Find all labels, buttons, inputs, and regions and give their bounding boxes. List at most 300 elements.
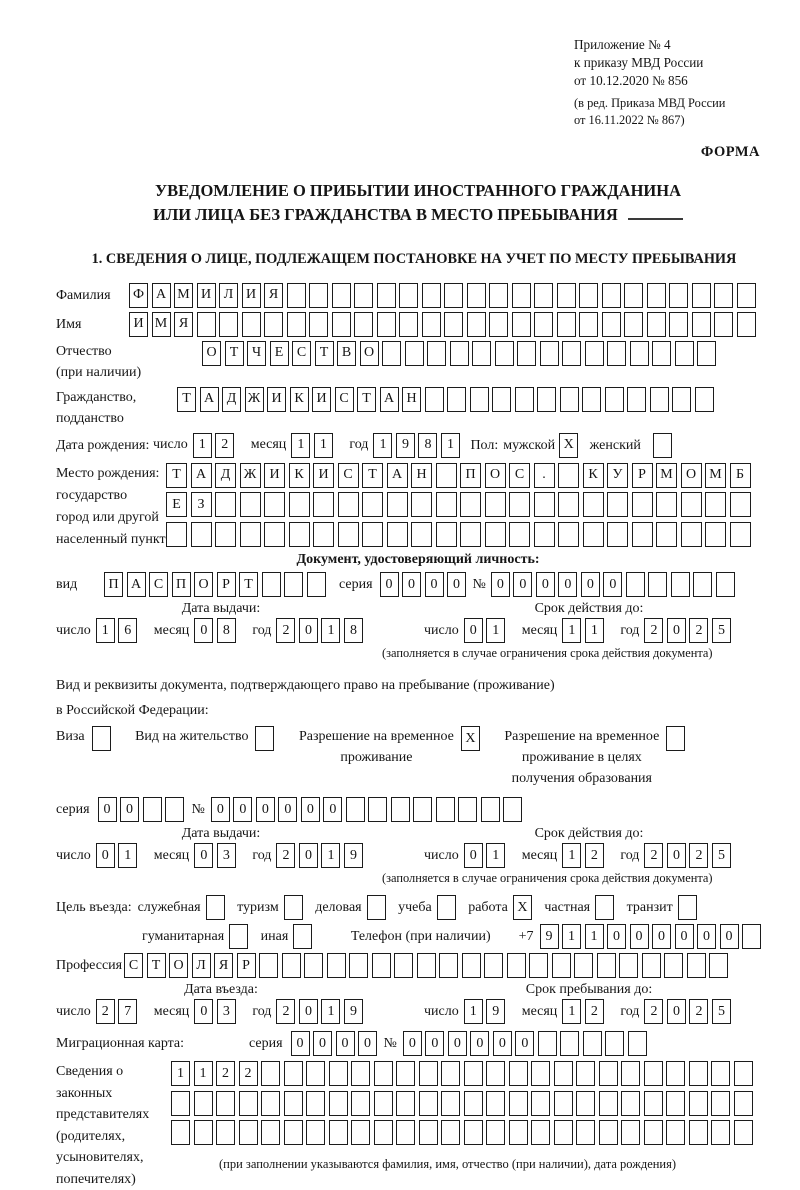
name-box [602,312,621,337]
profession-box [507,953,526,978]
representative-box [711,1120,730,1145]
birth-place-box: У [607,463,628,488]
representative-box [239,1120,258,1145]
representative-box [419,1091,438,1116]
year-box: 1 [321,999,340,1024]
citizenship-box [515,387,534,412]
doc-kind-box: П [172,572,191,597]
phone-box: 0 [607,924,626,949]
name-box [377,312,396,337]
surname-box [354,283,373,308]
day-label: число [424,1003,459,1019]
representative-box [419,1120,438,1145]
birth-place-box: И [264,463,285,488]
doc-issue-fields [56,618,424,643]
option-label: туризм [237,900,279,916]
birth-place-box [313,522,334,547]
phone-label: Телефон (при наличии) [350,929,491,945]
month-label: месяц [250,437,287,453]
entry-purpose-label: Цель въезда: [56,900,132,916]
label-line: к приказу МВД России [574,54,704,70]
appendix-lines [574,36,780,89]
month-box: 1 [314,433,333,458]
year-box: 5 [712,618,731,643]
representative-box [306,1120,325,1145]
surname-boxes [129,283,759,308]
representatives-block [56,1061,780,1190]
label-line: (в ред. Приказа МВД России [574,96,726,111]
representative-box [666,1061,685,1086]
residence-issue-heading: Дата выдачи: [181,826,261,842]
birth-place-box [411,492,432,517]
checkbox [666,726,685,751]
representative-box: 2 [216,1061,235,1086]
name-box: М [152,312,171,337]
birth-place-box [730,492,751,517]
day-label: число [424,622,459,638]
doc-kind-box: Т [239,572,258,597]
year-box: 0 [667,618,686,643]
year-box: 1 [373,433,392,458]
doc-series-boxes [380,572,470,597]
profession-box: Я [214,953,233,978]
residence-valid-note: (заполняется в случае ограничения срока действия документа) [382,871,713,886]
birth-place-box [681,492,702,517]
doc-valid-group [382,601,754,661]
entry-purpose-row [56,895,780,921]
name-box [737,312,756,337]
patronymic-box: Ч [247,341,266,366]
patronymic-box [562,341,581,366]
citizenship-box: Т [177,387,196,412]
surname-box [579,283,598,308]
birth-place-box [313,492,334,517]
purpose-option [398,895,459,921]
representative-box [171,1120,190,1145]
checkbox [678,895,697,920]
birth-place-box: О [485,463,506,488]
patronymic-box [585,341,604,366]
month-box: 2 [585,999,604,1024]
entry-date-group [56,982,424,1024]
birth-place-box: Ж [240,463,261,488]
birth-place-box [362,492,383,517]
birth-place-box [583,522,604,547]
citizenship-box [470,387,489,412]
birth-place-box [681,522,702,547]
name-box [399,312,418,337]
profession-label: Профессия [56,958,123,974]
representative-box [554,1091,573,1116]
birth-place-box [387,492,408,517]
surname-box: Ф [129,283,148,308]
migration-card-series-boxes [291,1031,381,1056]
residence-intro-line2: в Российской Федерации: [56,703,209,719]
name-box [534,312,553,337]
residence-option [299,726,483,768]
day-box: 0 [464,843,483,868]
birth-place-box [436,492,457,517]
residence-series-box: 0 [98,797,117,822]
year-box: 9 [344,999,363,1024]
sex-male-checkbox-wrap [559,433,582,458]
day-box: 0 [96,843,115,868]
patronymic-box: С [292,341,311,366]
month-box: 8 [217,618,236,643]
month-box: 0 [194,618,213,643]
name-box [309,312,328,337]
name-box: И [129,312,148,337]
day-box: 2 [96,999,115,1024]
birth-place-box [460,492,481,517]
day-label: число [56,1003,91,1019]
birth-place-box [607,522,628,547]
year-box: 0 [299,618,318,643]
sex-label: Пол: [470,437,499,453]
surname-box: И [197,283,216,308]
representative-box: 1 [171,1061,190,1086]
citizenship-box [492,387,511,412]
checkbox [229,924,248,949]
name-box [512,312,531,337]
sex-male-label: мужской [503,437,556,453]
migration-card-series-label: серия [249,1036,283,1052]
residence-number-box [368,797,387,822]
label-line: Место рождения: [56,465,160,481]
representative-box [464,1120,483,1145]
day-label: число [424,847,459,863]
sex-female-checkbox [653,433,672,458]
phone-box: 0 [675,924,694,949]
surname-box [624,283,643,308]
birth-place-box [509,522,530,547]
doc-number-label: № [472,577,486,593]
surname-box: М [174,283,193,308]
doc-number-box [693,572,712,597]
representative-box: 2 [239,1061,258,1086]
doc-issue-heading: Дата выдачи: [181,601,261,617]
birth-place-box [485,522,506,547]
year-box: 0 [299,843,318,868]
patronymic-box [472,341,491,366]
birth-place-row1 [166,463,754,488]
surname-box [737,283,756,308]
birth-place-box [338,492,359,517]
residence-series-row [56,797,780,823]
patronymic-label-line2: (при наличии) [56,364,142,380]
name-box [692,312,711,337]
representative-box [441,1120,460,1145]
representative-box [329,1120,348,1145]
label-line: усыновителях, [56,1150,144,1166]
citizenship-box [582,387,601,412]
citizenship-label [56,387,177,429]
citizenship-boxes [177,387,717,412]
representative-box [599,1120,618,1145]
representative-box [644,1120,663,1145]
birth-place-box: Б [730,463,751,488]
birth-place-box [264,522,285,547]
form-body [56,283,780,1190]
month-box: 2 [585,843,604,868]
representative-box [171,1091,190,1116]
doc-number-box [671,572,690,597]
residence-series-box: 0 [120,797,139,822]
label-line: от 16.11.2022 № 867) [574,113,685,128]
name-boxes [129,312,759,337]
profession-box [394,953,413,978]
residence-number-boxes [211,797,526,822]
profession-box [642,953,661,978]
option-label [504,726,659,789]
profession-box [304,953,323,978]
entry-date-fields [56,999,424,1024]
residence-number-box [391,797,410,822]
surname-box [467,283,486,308]
checkbox [284,895,303,920]
migration-card-row [56,1031,780,1057]
doc-kind-box: О [194,572,213,597]
birth-place-box: О [681,463,702,488]
doc-kind-boxes [104,572,329,597]
surname-box [534,283,553,308]
name-box [242,312,261,337]
patronymic-box: В [337,341,356,366]
day-box: 6 [118,618,137,643]
option-label: частная [544,900,591,916]
surname-box [287,283,306,308]
surname-box [399,283,418,308]
birth-place-box [215,522,236,547]
doc-kind-box [262,572,281,597]
doc-dates-row [56,601,780,661]
doc-valid-heading: Срок действия до: [534,601,644,617]
birth-place-block [56,463,780,552]
representative-box [689,1061,708,1086]
birth-place-box [558,463,579,488]
birth-place-box [558,492,579,517]
citizenship-box [605,387,624,412]
representative-box [621,1120,640,1145]
surname-box [444,283,463,308]
option-label-line: проживание в целях [521,750,642,766]
year-box: 2 [689,618,708,643]
year-label: год [252,622,272,638]
patronymic-label-line1: Отчество [56,343,112,359]
birth-date-fields [153,433,463,458]
surname-box: Я [264,283,283,308]
migration-card-number-boxes [403,1031,651,1056]
birth-place-box: Е [166,492,187,517]
option-label [56,726,85,747]
year-box: 5 [712,843,731,868]
doc-number-box: 0 [491,572,510,597]
representative-box [554,1120,573,1145]
name-box [714,312,733,337]
name-box [647,312,666,337]
birth-place-box [558,522,579,547]
birth-place-box [240,492,261,517]
residence-options-row [56,726,780,789]
patronymic-box [405,341,424,366]
representative-box [621,1061,640,1086]
profession-box [417,953,436,978]
representative-box [576,1091,595,1116]
checkbox [293,924,312,949]
entry-date-heading: Дата въезда: [184,982,258,998]
residence-dates-row [56,826,780,886]
name-box [624,312,643,337]
form-label: ФОРМА [700,143,760,160]
year-box: 2 [689,843,708,868]
phone-prefix: +7 [518,929,534,945]
doc-kind-box [307,572,326,597]
month-label: месяц [153,622,190,638]
surname-box [422,283,441,308]
doc-issue-group [56,601,424,661]
representative-box [554,1061,573,1086]
doc-number-box: 0 [603,572,622,597]
label-line: государство [56,487,128,503]
profession-box [574,953,593,978]
migration-card-number-box [560,1031,579,1056]
representative-box [284,1091,303,1116]
sex-female-label: женский [589,437,641,453]
surname-row [56,283,780,309]
birth-place-box: Д [215,463,236,488]
birth-place-box [264,492,285,517]
representative-box [261,1061,280,1086]
citizenship-box [447,387,466,412]
profession-box [664,953,683,978]
profession-box [439,953,458,978]
profession-box [372,953,391,978]
citizenship-box: И [267,387,286,412]
profession-box [552,953,571,978]
representative-box [689,1120,708,1145]
month-box: 1 [562,843,581,868]
entry-purpose-options2 [142,924,325,950]
stay-until-heading: Срок пребывания до: [525,982,653,998]
name-box [197,312,216,337]
doc-kind-row [56,572,780,598]
patronymic-box [675,341,694,366]
birth-place-box [705,522,726,547]
checkbox: X [513,895,532,920]
birth-place-box [583,492,604,517]
sex-female-checkbox-wrap [653,433,676,458]
doc-number-box: 0 [581,572,600,597]
patronymic-box [517,341,536,366]
birth-place-box: С [338,463,359,488]
day-box: 1 [464,999,483,1024]
year-label: год [349,437,369,453]
birth-place-box: . [534,463,555,488]
profession-box [529,953,548,978]
birth-place-box [387,522,408,547]
residence-issue-group [56,826,424,886]
birth-place-box [240,522,261,547]
residence-issue-fields [56,843,424,868]
migration-card-number-box: 0 [515,1031,534,1056]
representative-box [711,1061,730,1086]
birth-place-row2 [166,492,754,517]
birth-date-label: Дата рождения: [56,437,150,453]
section1-heading: 1. СВЕДЕНИЯ О ЛИЦЕ, ПОДЛЕЖАЩЕМ ПОСТАНОВКЕ НА УЧЕТ ПО МЕСТУ ПРЕБЫВАНИЯ [91,250,737,267]
surname-box [377,283,396,308]
residence-series-boxes [98,797,188,822]
day-label: число [153,437,188,453]
residence-series-box [143,797,162,822]
name-box [444,312,463,337]
birth-place-box: А [387,463,408,488]
representative-box [599,1061,618,1086]
surname-box [647,283,666,308]
label-line: законных [56,1085,113,1101]
representative-box [261,1120,280,1145]
profession-box: Р [237,953,256,978]
month-box: 0 [194,999,213,1024]
purpose-option [627,895,701,921]
year-box: 0 [299,999,318,1024]
residence-number-box [413,797,432,822]
birth-place-box: З [191,492,212,517]
residence-number-box: 0 [256,797,275,822]
migration-card-number-box: 0 [470,1031,489,1056]
phone-box: 0 [697,924,716,949]
name-row [56,312,780,338]
month-box: 1 [585,618,604,643]
form-title-line2-text: ИЛИ ЛИЦА БЕЗ ГРАЖДАНСТВА В МЕСТО ПРЕБЫВАНИЯ [153,204,618,224]
doc-number-box: 0 [536,572,555,597]
surname-box [692,283,711,308]
migration-card-number-box: 0 [493,1031,512,1056]
surname-box: И [242,283,261,308]
patronymic-box: Т [225,341,244,366]
surname-box: Л [219,283,238,308]
citizenship-label-line1: Гражданство, [56,389,137,405]
option-label: гуманитарная [142,929,225,945]
profession-box [597,953,616,978]
month-box: 1 [562,618,581,643]
year-box: 1 [441,433,460,458]
citizenship-row [56,387,780,430]
representatives-row1 [171,1061,756,1086]
name-label: Имя [56,316,82,332]
representative-box [396,1061,415,1086]
phone-box [742,924,761,949]
representative-box [531,1091,550,1116]
patronymic-box: Е [270,341,289,366]
label-line: (родителях, [56,1128,126,1144]
day-box: 1 [486,618,505,643]
representative-box [329,1091,348,1116]
profession-box [327,953,346,978]
citizenship-box: Ж [245,387,264,412]
representative-box [486,1091,505,1116]
representative-box [644,1061,663,1086]
checkbox [595,895,614,920]
surname-label: Фамилия [56,287,111,303]
migration-card-number-box [628,1031,647,1056]
birth-place-box [289,492,310,517]
birth-place-labels [56,463,166,551]
birth-place-box [509,492,530,517]
birth-place-box [289,522,310,547]
name-box [557,312,576,337]
birth-place-rows [166,463,754,552]
day-box: 0 [464,618,483,643]
